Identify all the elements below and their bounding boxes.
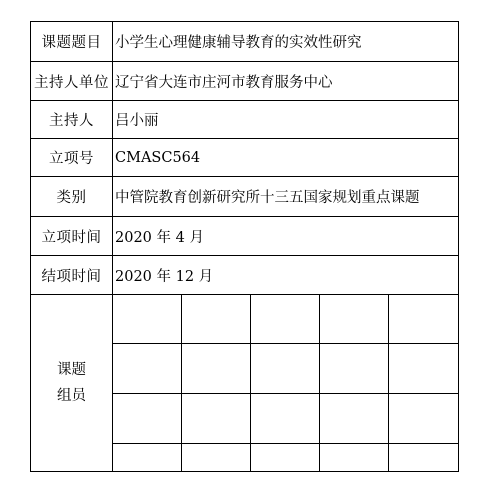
label-category: 类别 [31, 177, 113, 216]
value-end-date: 2020 年 12 月 [115, 268, 214, 285]
row-project-title [31, 22, 458, 62]
grid-divider [181, 295, 182, 471]
members-grid [113, 295, 458, 471]
value-host: 吕小丽 [115, 113, 159, 129]
row-host [31, 101, 458, 139]
label-project-title: 课题题目 [31, 22, 113, 61]
project-info-table [30, 21, 459, 472]
row-start-date [31, 217, 458, 256]
row-project-number [31, 139, 458, 177]
value-project-number: CMASC564 [115, 149, 201, 166]
grid-divider [113, 343, 458, 344]
label-start-date: 立项时间 [31, 217, 113, 255]
grid-divider [250, 295, 251, 471]
row-end-date [31, 256, 458, 295]
grid-divider [113, 443, 458, 444]
grid-divider [319, 295, 320, 471]
label-members-line2: 组员 [57, 388, 86, 404]
row-category [31, 177, 458, 217]
value-project-title: 小学生心理健康辅导教育的实效性研究 [115, 35, 362, 51]
label-end-date: 结项时间 [31, 256, 113, 294]
grid-divider [388, 295, 389, 471]
value-start-date: 2020 年 4 月 [115, 229, 204, 246]
label-project-number: 立项号 [31, 139, 113, 176]
members-section [31, 295, 458, 471]
grid-divider [113, 393, 458, 394]
label-members-line1: 课题 [57, 362, 86, 378]
label-members [31, 295, 113, 471]
value-category: 中管院教育创新研究所十三五国家规划重点课题 [115, 190, 420, 206]
row-host-unit [31, 62, 458, 101]
value-host-unit: 辽宁省大连市庄河市教育服务中心 [115, 74, 333, 91]
label-host: 主持人 [31, 101, 113, 138]
label-host-unit: 主持人单位 [31, 62, 113, 100]
